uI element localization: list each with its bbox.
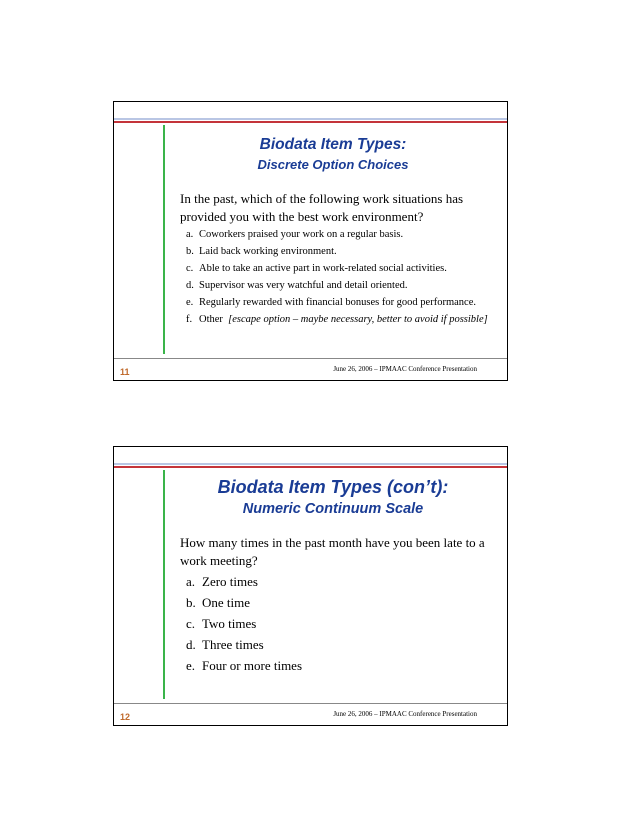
footer-divider	[114, 703, 507, 704]
option-list	[186, 571, 302, 676]
header-bar-red	[114, 466, 507, 468]
option-item: a. Coworkers praised your work on a regular basis.	[186, 229, 404, 240]
header-bar-blue	[114, 463, 507, 465]
slide-number: 11	[120, 367, 130, 377]
header-bar-blue	[114, 118, 507, 120]
other-label: Other	[199, 314, 223, 325]
footer-text: June 26, 2006 – IPMAAC Conference Presentation	[333, 365, 477, 373]
slide-number: 12	[120, 712, 131, 722]
option-item: b. Laid back working environment.	[186, 246, 337, 257]
option-item: d. Supervisor was very watchful and detail oriented.	[186, 280, 408, 291]
header-bar-red	[114, 121, 507, 123]
option-item: e. Four or more times	[186, 658, 303, 673]
footer-divider	[114, 358, 507, 359]
footer-text: June 26, 2006 – IPMAAC Conference Presentation	[333, 710, 477, 718]
slide-title: Biodata Item Types (con’t):	[217, 477, 449, 497]
option-item: b. One time	[186, 595, 251, 610]
side-bar-green	[163, 125, 165, 354]
side-bar-green	[163, 470, 165, 699]
slide-11	[113, 101, 508, 381]
option-item-other: f. Other [escape option – maybe necessary, better to avoid if possible]	[186, 314, 488, 325]
slide-title: Biodata Item Types:	[259, 136, 407, 153]
slide-subtitle: Discrete Option Choices	[257, 157, 409, 172]
other-note: [escape option – maybe necessary, better to avoid if possible]	[228, 314, 488, 325]
option-item: c. Able to take an active part in work-related social activities.	[186, 263, 447, 274]
option-list	[186, 228, 504, 330]
slide-12	[113, 446, 508, 726]
option-item: e. Regularly rewarded with financial bonuses for good performance.	[186, 297, 476, 308]
question-text: How many times in the past month have you been late to a work meeting?	[180, 535, 485, 568]
option-item: d. Three times	[186, 637, 264, 652]
option-item: c. Two times	[186, 616, 257, 631]
option-item: a. Zero times	[186, 574, 258, 589]
question-text: In the past, which of the following work situations has provided you with the best work environment?	[180, 191, 464, 224]
slide-subtitle: Numeric Continuum Scale	[242, 501, 424, 517]
